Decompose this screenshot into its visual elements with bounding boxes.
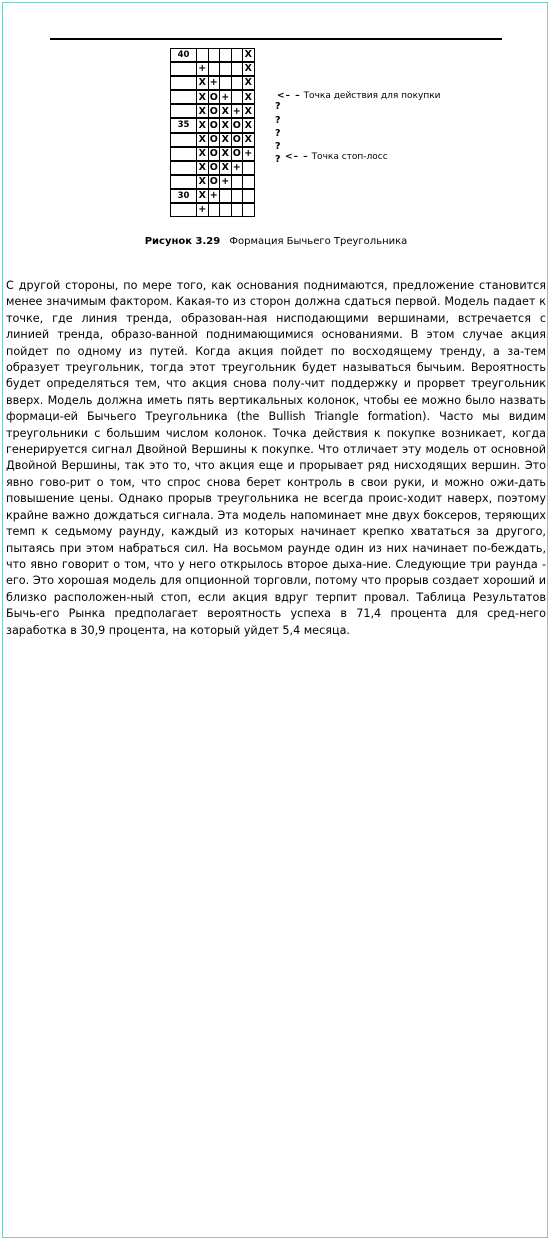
grid-row: [170, 161, 254, 175]
grid-cell: X: [196, 104, 209, 118]
grid-row: [170, 118, 254, 132]
price-label-cell: 35: [170, 118, 197, 132]
grid-cell: [242, 175, 255, 189]
price-label-cell: [170, 175, 197, 189]
body-paragraph: С другой стороны, по мере того, как основания поднимаются, предложение становится менее значимым фактором. Какая-то из сторон должна сдаться первой. Модель падает к точке, где линия тренда, образован-ная нисподающими вершинами, встречается с линией тренда, образо-ванной поднимающимися основаниями. В этом случае акция пойдет по одному из путей. Когда акция пойдет по восходящему тренду, а за-тем образует треугольник, тогда этот треугольник будет называться бычьим. Вероятность будет определяться тем, что акция снова полу-чит поддержку и прорвет треугольник вверх. Модель должна иметь пять вертикальных колонок, чтобы ее можно было назвать формаци-ей Бычьего Треугольника (the Bullish Triangle formation). Часто мы видим треугольники с большим числом колонок. Точка действия к покупке возникает, когда генерируется сигнал Двойной Вершины к покупке. Что отличает эту модель от основной Двойной Вершины, так это то, что акция еще и прорывает ряд нисходящих вершин. Это явно гово-рит о том, что спрос снова берет контроль в свои руки, и можно ожи-дать повышение цены. Однако прорыв треугольника не всегда проис-ходит наверх, поэтому крайне важно дождаться сигнала. Эта модель напоминает мне двух боксеров, теряющих темп к седьмому раунду, каждый из которых начинает крепко хвататься за другого, пытаясь при этом набраться сил. На восьмом раунде один из них начинает по-беждать, что явно говорит о том, что у него открылось второе дыха-ние. Следующие три раунда - его. Это хорошая модель для опционной торговли, потому что прорыв создает хороший и близко расположен-ный стоп, если акция вдруг терпит провал. Таблица Результатов Бычь-его Рынка предполагает вероятность успеха в 71,4 процента для сред-него заработка в 30,9 процента, на который уйдет 5,4 месяца.: [6, 279, 546, 637]
grid-cell: X: [219, 161, 232, 175]
grid-row: [170, 76, 254, 90]
grid-cell: X: [242, 133, 255, 147]
annotation-stop-loss: [285, 151, 388, 163]
price-label-cell: [170, 104, 197, 118]
grid-cell: X: [219, 104, 232, 118]
grid-cell: X: [242, 104, 255, 118]
grid-cell: O: [208, 104, 221, 118]
price-label-cell: [170, 90, 197, 104]
annotation-buy-point: [277, 90, 441, 102]
grid-cell: +: [196, 203, 209, 217]
price-label-cell: [170, 133, 197, 147]
price-label-cell: [170, 161, 197, 175]
grid-cell: X: [196, 189, 209, 203]
grid-row: [170, 147, 254, 161]
question-mark: ?: [275, 114, 281, 126]
grid-row: [170, 133, 254, 147]
grid-cell: O: [208, 90, 221, 104]
grid-cell: X: [242, 62, 255, 76]
grid-cell: X: [196, 175, 209, 189]
grid-row: [170, 104, 254, 118]
annotation-buy-label: Точка действия для покупки: [303, 91, 441, 101]
price-label-cell: 30: [170, 189, 197, 203]
grid-cell: X: [242, 118, 255, 132]
question-mark: ?: [275, 101, 281, 113]
grid-row: [170, 189, 254, 203]
grid-cell: X: [242, 76, 255, 90]
grid-cell: O: [231, 118, 244, 132]
grid-cell: X: [196, 76, 209, 90]
grid-cell: [242, 203, 255, 217]
grid-cell: +: [219, 90, 232, 104]
grid-cell: O: [208, 175, 221, 189]
grid-cell: X: [219, 133, 232, 147]
grid-cell: [242, 189, 255, 203]
price-label-cell: [170, 62, 197, 76]
price-label-cell: [170, 147, 197, 161]
grid-cell: X: [196, 147, 209, 161]
grid-cell: +: [219, 175, 232, 189]
price-label-cell: 40: [170, 48, 197, 62]
grid-cell: O: [231, 133, 244, 147]
grid-cell: +: [242, 147, 255, 161]
grid-cell: X: [196, 161, 209, 175]
grid-cell: O: [231, 147, 244, 161]
figure: [0, 0, 552, 260]
question-mark: ?: [275, 153, 281, 165]
grid-row: [170, 203, 254, 217]
question-mark: ?: [275, 127, 281, 139]
grid-cell: X: [219, 118, 232, 132]
grid-cell: X: [196, 133, 209, 147]
grid-cell: X: [219, 147, 232, 161]
grid-cell: X: [196, 118, 209, 132]
arrow-left-icon: <– –: [277, 91, 301, 101]
figure-number: Рисунок 3.29: [144, 236, 221, 247]
grid-cell: O: [208, 147, 221, 161]
grid-row: [170, 62, 254, 76]
grid-cell: +: [208, 189, 221, 203]
grid-cell: +: [208, 76, 221, 90]
annotation-stop-label: Точка стоп-лосс: [311, 152, 388, 162]
arrow-left-icon: <– –: [285, 152, 309, 162]
grid-cell: +: [231, 104, 244, 118]
point-and-figure-grid: [170, 48, 254, 217]
price-label-cell: [170, 76, 197, 90]
question-mark: ?: [275, 140, 281, 152]
grid-cell: O: [208, 133, 221, 147]
grid-row: [170, 175, 254, 189]
grid-cell: O: [208, 161, 221, 175]
figure-caption: [0, 236, 552, 247]
grid-cell: +: [231, 161, 244, 175]
grid-cell: +: [196, 62, 209, 76]
grid-cell: O: [208, 118, 221, 132]
grid-cell: X: [196, 90, 209, 104]
grid-cell: X: [242, 90, 255, 104]
figure-title: Формация Бычьего Треугольника: [229, 236, 408, 247]
grid-row: [170, 48, 254, 62]
price-label-cell: [170, 203, 197, 217]
grid-cell: [242, 161, 255, 175]
grid-row: [170, 90, 254, 104]
grid-cell: X: [242, 48, 255, 62]
